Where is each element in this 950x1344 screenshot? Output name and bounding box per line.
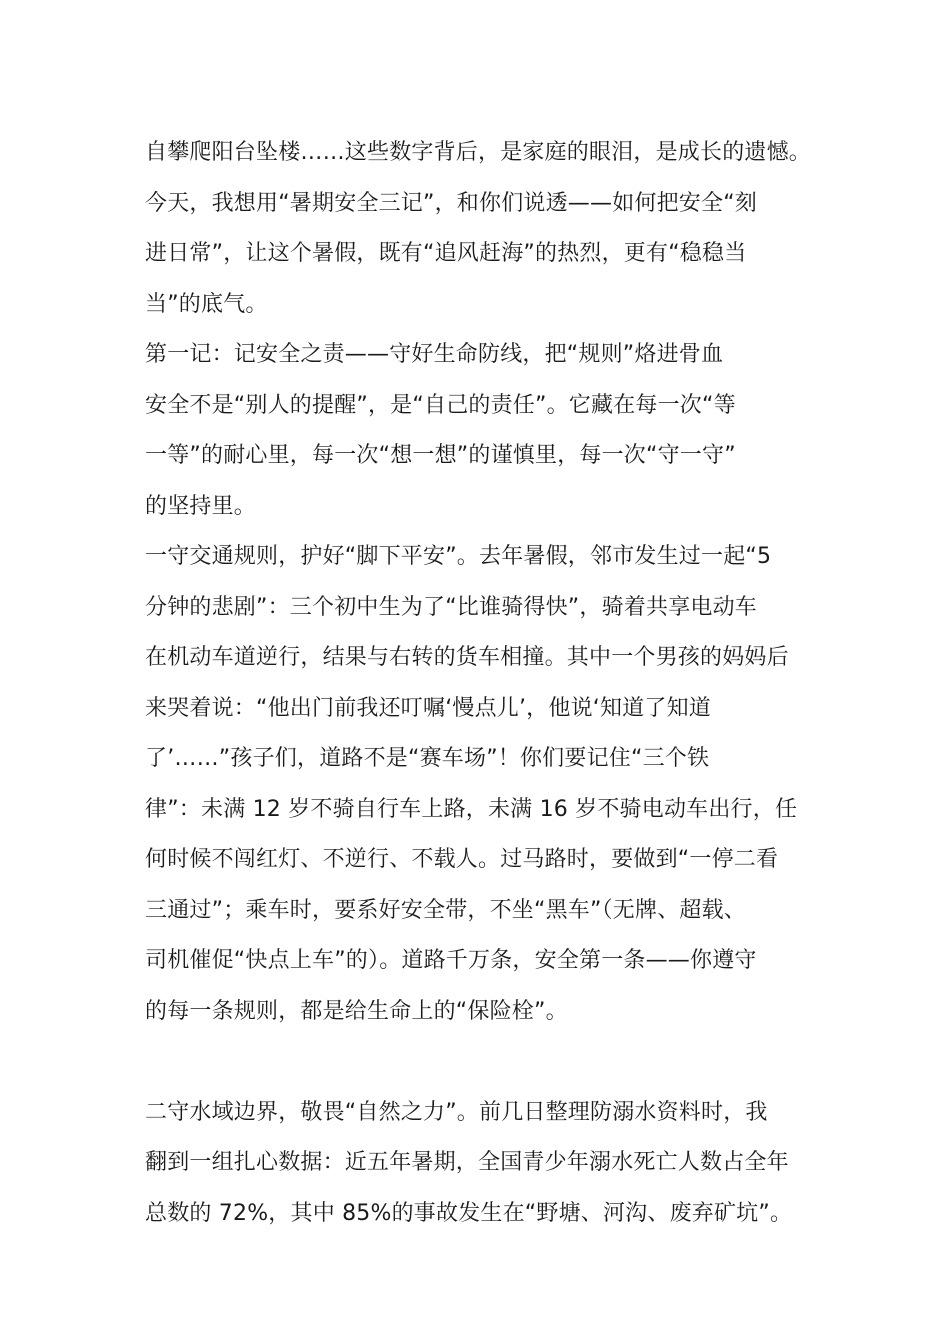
- text-line: 了’……”孩子们，道路不是“赛车场”！你们要记住“三个铁: [145, 746, 710, 771]
- text-line: 三通过”；乘车时，要系好安全带，不坐“黑车”（无牌、超载、: [145, 897, 746, 923]
- paragraph-gap: [145, 1037, 825, 1088]
- text-line: 在机动车道逆行，结果与右转的货车相撞。其中一个男孩的妈妈后: [145, 645, 789, 670]
- text-line: 今天，我想用“暑期安全三记”，和你们说透——如何把安全“刻: [145, 190, 757, 216]
- text-line: 律”：未满 12 岁不骑自行车上路，未满 16 岁不骑电动车出行，任: [145, 796, 798, 822]
- text-line: 安全不是“别人的提醒”，是“自己的责任”。它藏在每一次“等: [145, 392, 736, 418]
- text-line: 何时候不闯红灯、不逆行、不载人。过马路时，要做到“一停二看: [145, 847, 779, 872]
- section-heading: 第一记：记安全之责——守好生命防线，把“规则”烙进骨血: [145, 342, 724, 367]
- text-line: 自攀爬阳台坠楼……这些数字背后，是家庭的眼泪，是成长的遗憾。: [145, 140, 812, 165]
- text-line: 二守水域边界，敬畏“自然之力”。前几日整理防溺水资料时，我: [145, 1099, 768, 1125]
- text-line: 一守交通规则，护好“脚下平安”。去年暑假，邻市发生过一起“5: [145, 544, 772, 569]
- text-line: 一等”的耐心里，每一次“想一想”的谨慎里，每一次“守一守”: [145, 443, 736, 468]
- document-body: [145, 128, 825, 1239]
- text-line: 总数的 72%，其中 85%的事故发生在“野塘、河沟、废弃矿坑”。: [145, 1200, 793, 1226]
- text-line: 的坚持里。: [145, 493, 257, 519]
- text-line: 当”的底气。: [145, 291, 268, 317]
- text-line: 来哭着说：“他出门前我还叮嘱‘慢点儿’，他说‘知道了知道: [145, 695, 711, 721]
- text-line: 翻到一组扎心数据：近五年暑期，全国青少年溺水死亡人数占全年: [145, 1150, 789, 1175]
- text-line: 分钟的悲剧”：三个初中生为了“比谁骑得快”，骑着共享电动车: [145, 594, 757, 620]
- text-line: 的每一条规则，都是给生命上的“保险栓”。: [145, 998, 568, 1024]
- text-line: 司机催促“快点上车”的）。道路千万条，安全第一条——你遵守: [145, 948, 757, 973]
- text-line: 进日常”，让这个暑假，既有“追风赶海”的热烈，更有“稳稳当: [145, 241, 747, 266]
